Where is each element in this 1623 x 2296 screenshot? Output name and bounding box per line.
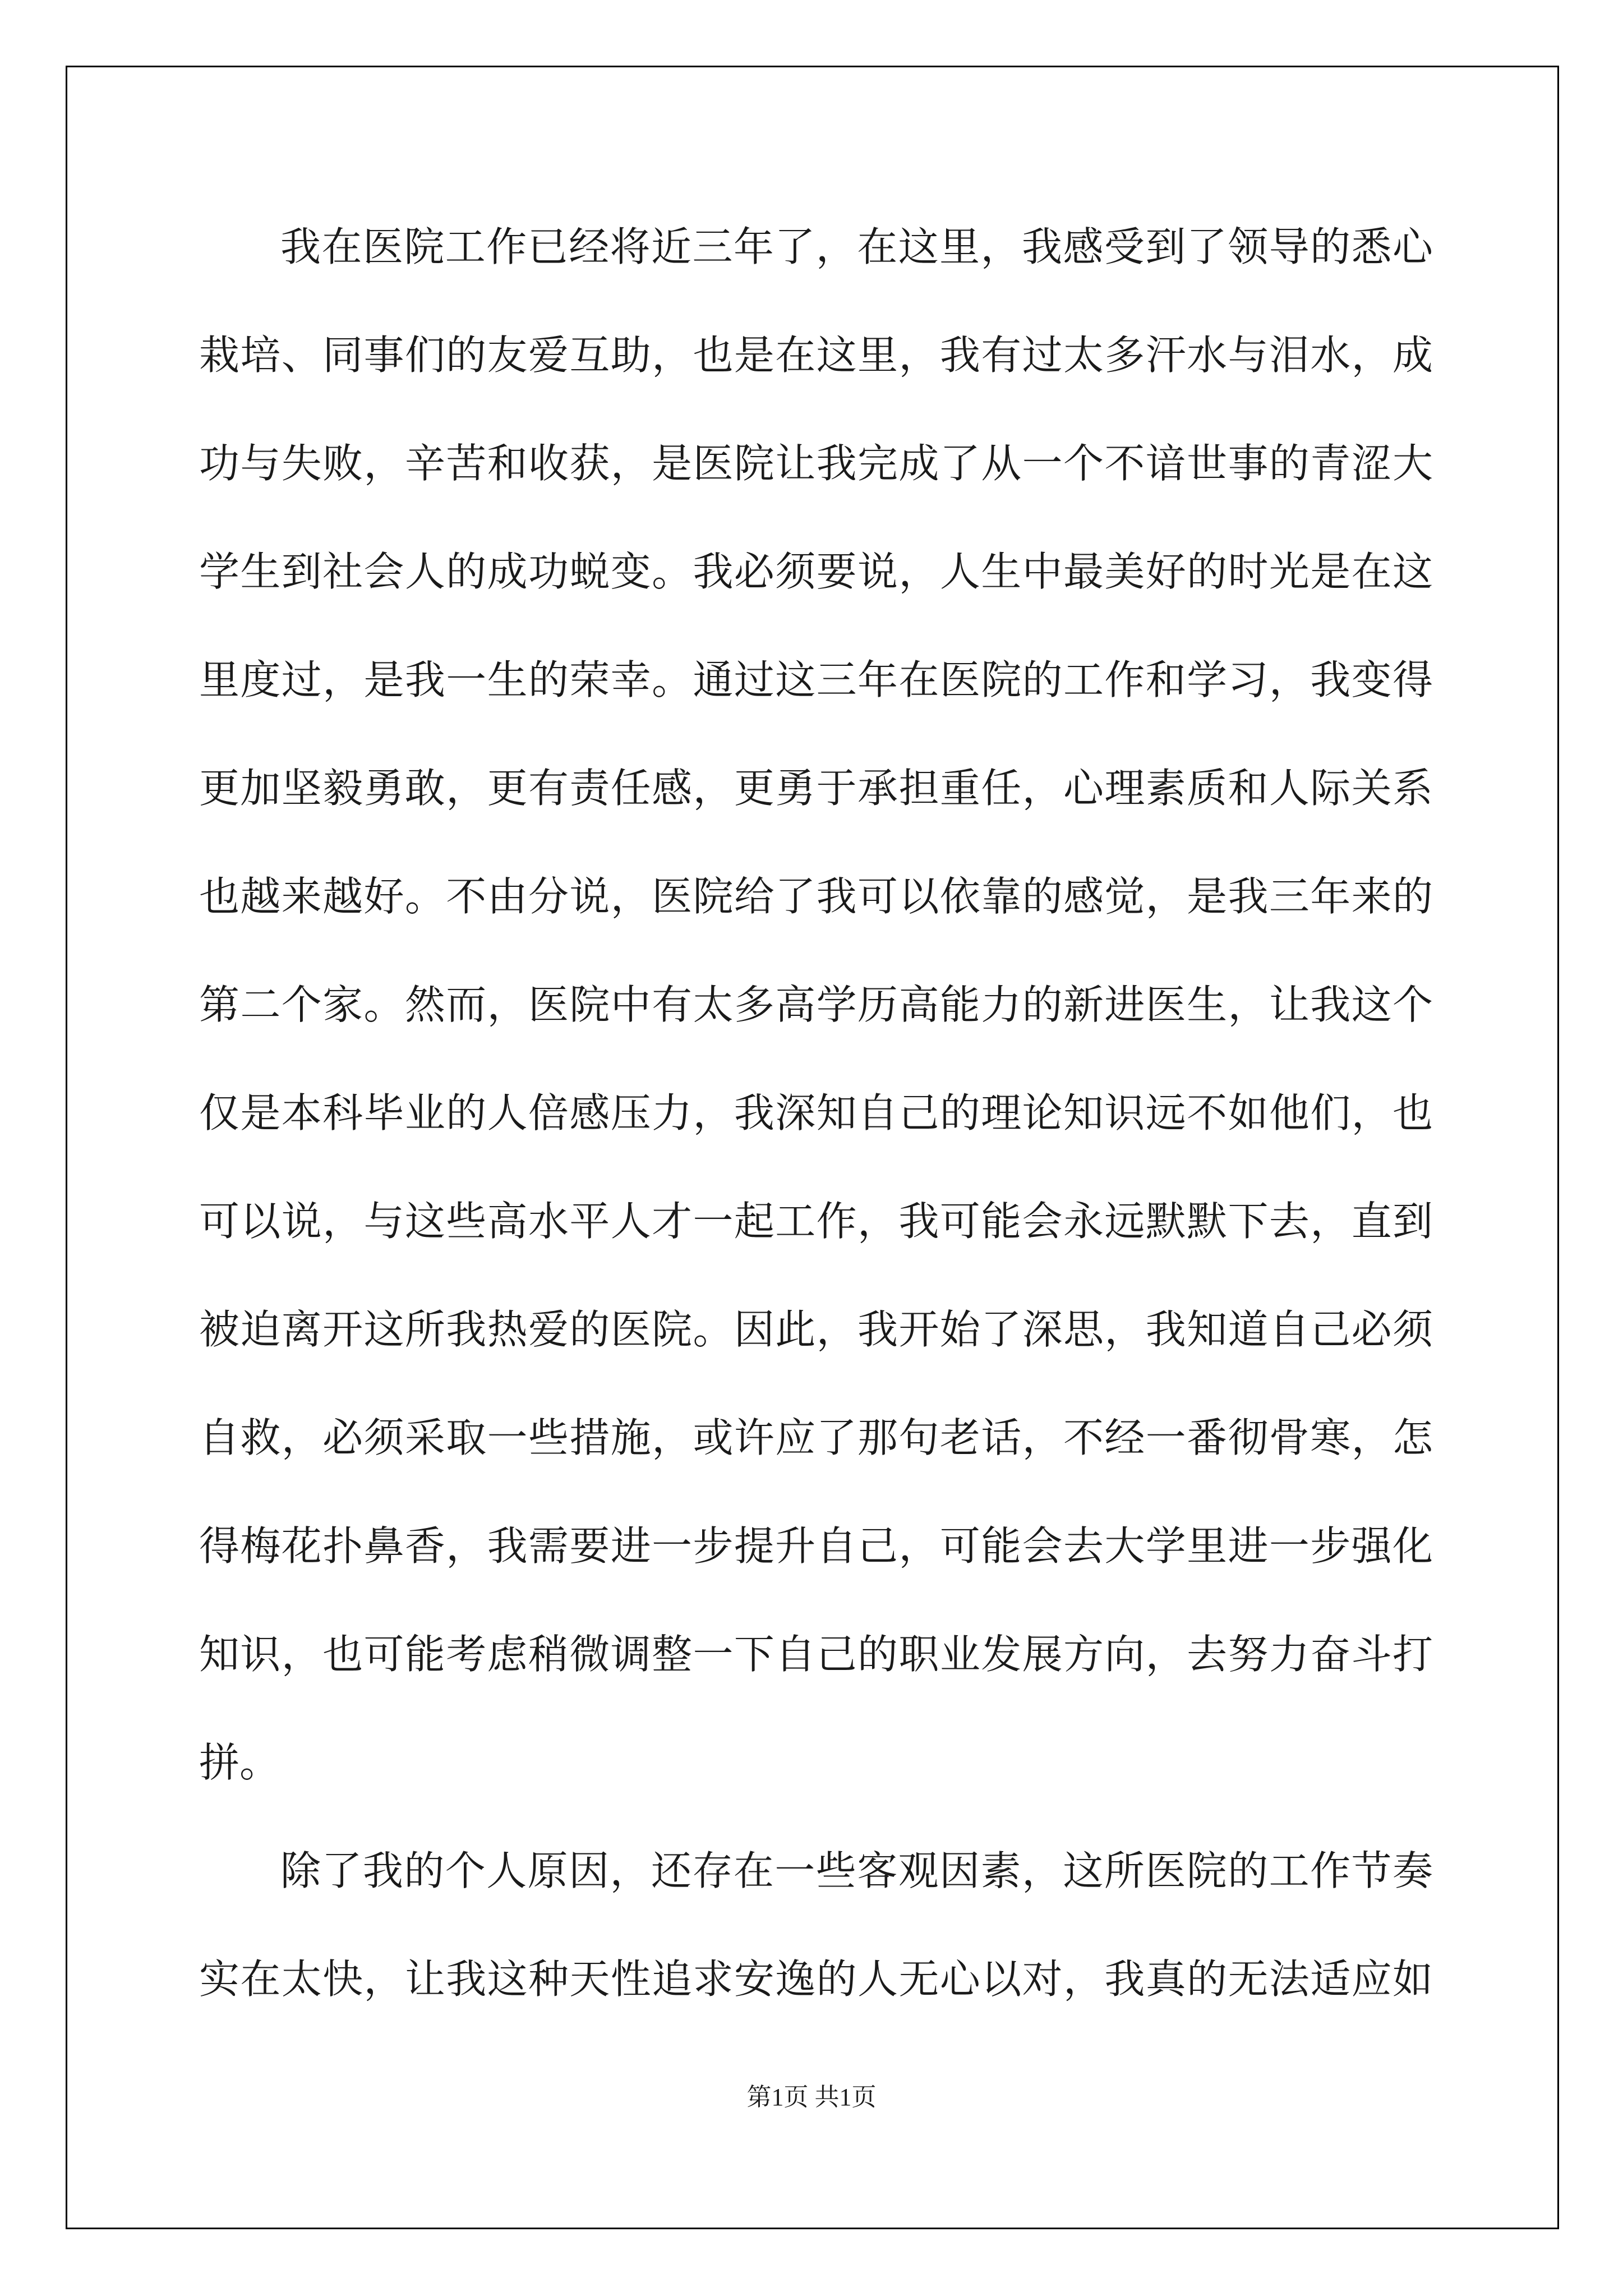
page-border: [66, 66, 1559, 2229]
paragraph-2-line-2: 实在太快，让我这种天性追求安逸的人无心以对，我真的无法适应如: [199, 1955, 1433, 2003]
paragraph-1-line-11: 被迫离开这所我热爱的医院。因此，我开始了深思，我知道自己必须: [199, 1306, 1433, 1353]
page-footer: 第1页 共1页: [746, 2083, 877, 2111]
paragraph-1-line-8: 第二个家。然而，医院中有太多高学历高能力的新进医生，让我这个: [199, 981, 1433, 1028]
paragraph-1-line-12: 自救，必须采取一些措施，或许应了那句老话，不经一番彻骨寒，怎: [199, 1414, 1433, 1461]
paragraph-1-line-10: 可以说，与这些高水平人才一起工作，我可能会永远默默下去，直到: [199, 1198, 1433, 1245]
paragraph-1-line-6: 更加坚毅勇敢，更有责任感，更勇于承担重任，心理素质和人际关系: [199, 765, 1433, 812]
paragraph-1-line-14: 知识，也可能考虑稍微调整一下自己的职业发展方向，去努力奋斗打: [199, 1631, 1433, 1678]
paragraph-1-line-4: 学生到社会人的成功蜕变。我必须要说，人生中最美好的时光是在这: [199, 548, 1433, 595]
paragraph-1-line-2: 栽培、同事们的友爱互助，也是在这里，我有过太多汗水与泪水，成: [199, 332, 1433, 379]
paragraph-1-line-9: 仅是本科毕业的人倍感压力，我深知自己的理论知识远不如他们，也: [199, 1089, 1433, 1137]
paragraph-1-line-15: 拼。: [199, 1739, 280, 1786]
paragraph-2-line-1: 除了我的个人原因，还存在一些客观因素，这所医院的工作节奏: [280, 1847, 1433, 1894]
paragraph-1-line-1: 我在医院工作已经将近三年了，在这里，我感受到了领导的悉心: [280, 223, 1433, 270]
paragraph-1-line-3: 功与失败，辛苦和收获，是医院让我完成了从一个不谙世事的青涩大: [199, 440, 1433, 487]
paragraph-1-line-5: 里度过，是我一生的荣幸。通过这三年在医院的工作和学习，我变得: [199, 656, 1433, 703]
paragraph-1-line-13: 得梅花扑鼻香，我需要进一步提升自己，可能会去大学里进一步强化: [199, 1522, 1433, 1570]
paragraph-1-line-7: 也越来越好。不由分说，医院给了我可以依靠的感觉，是我三年来的: [199, 873, 1433, 920]
